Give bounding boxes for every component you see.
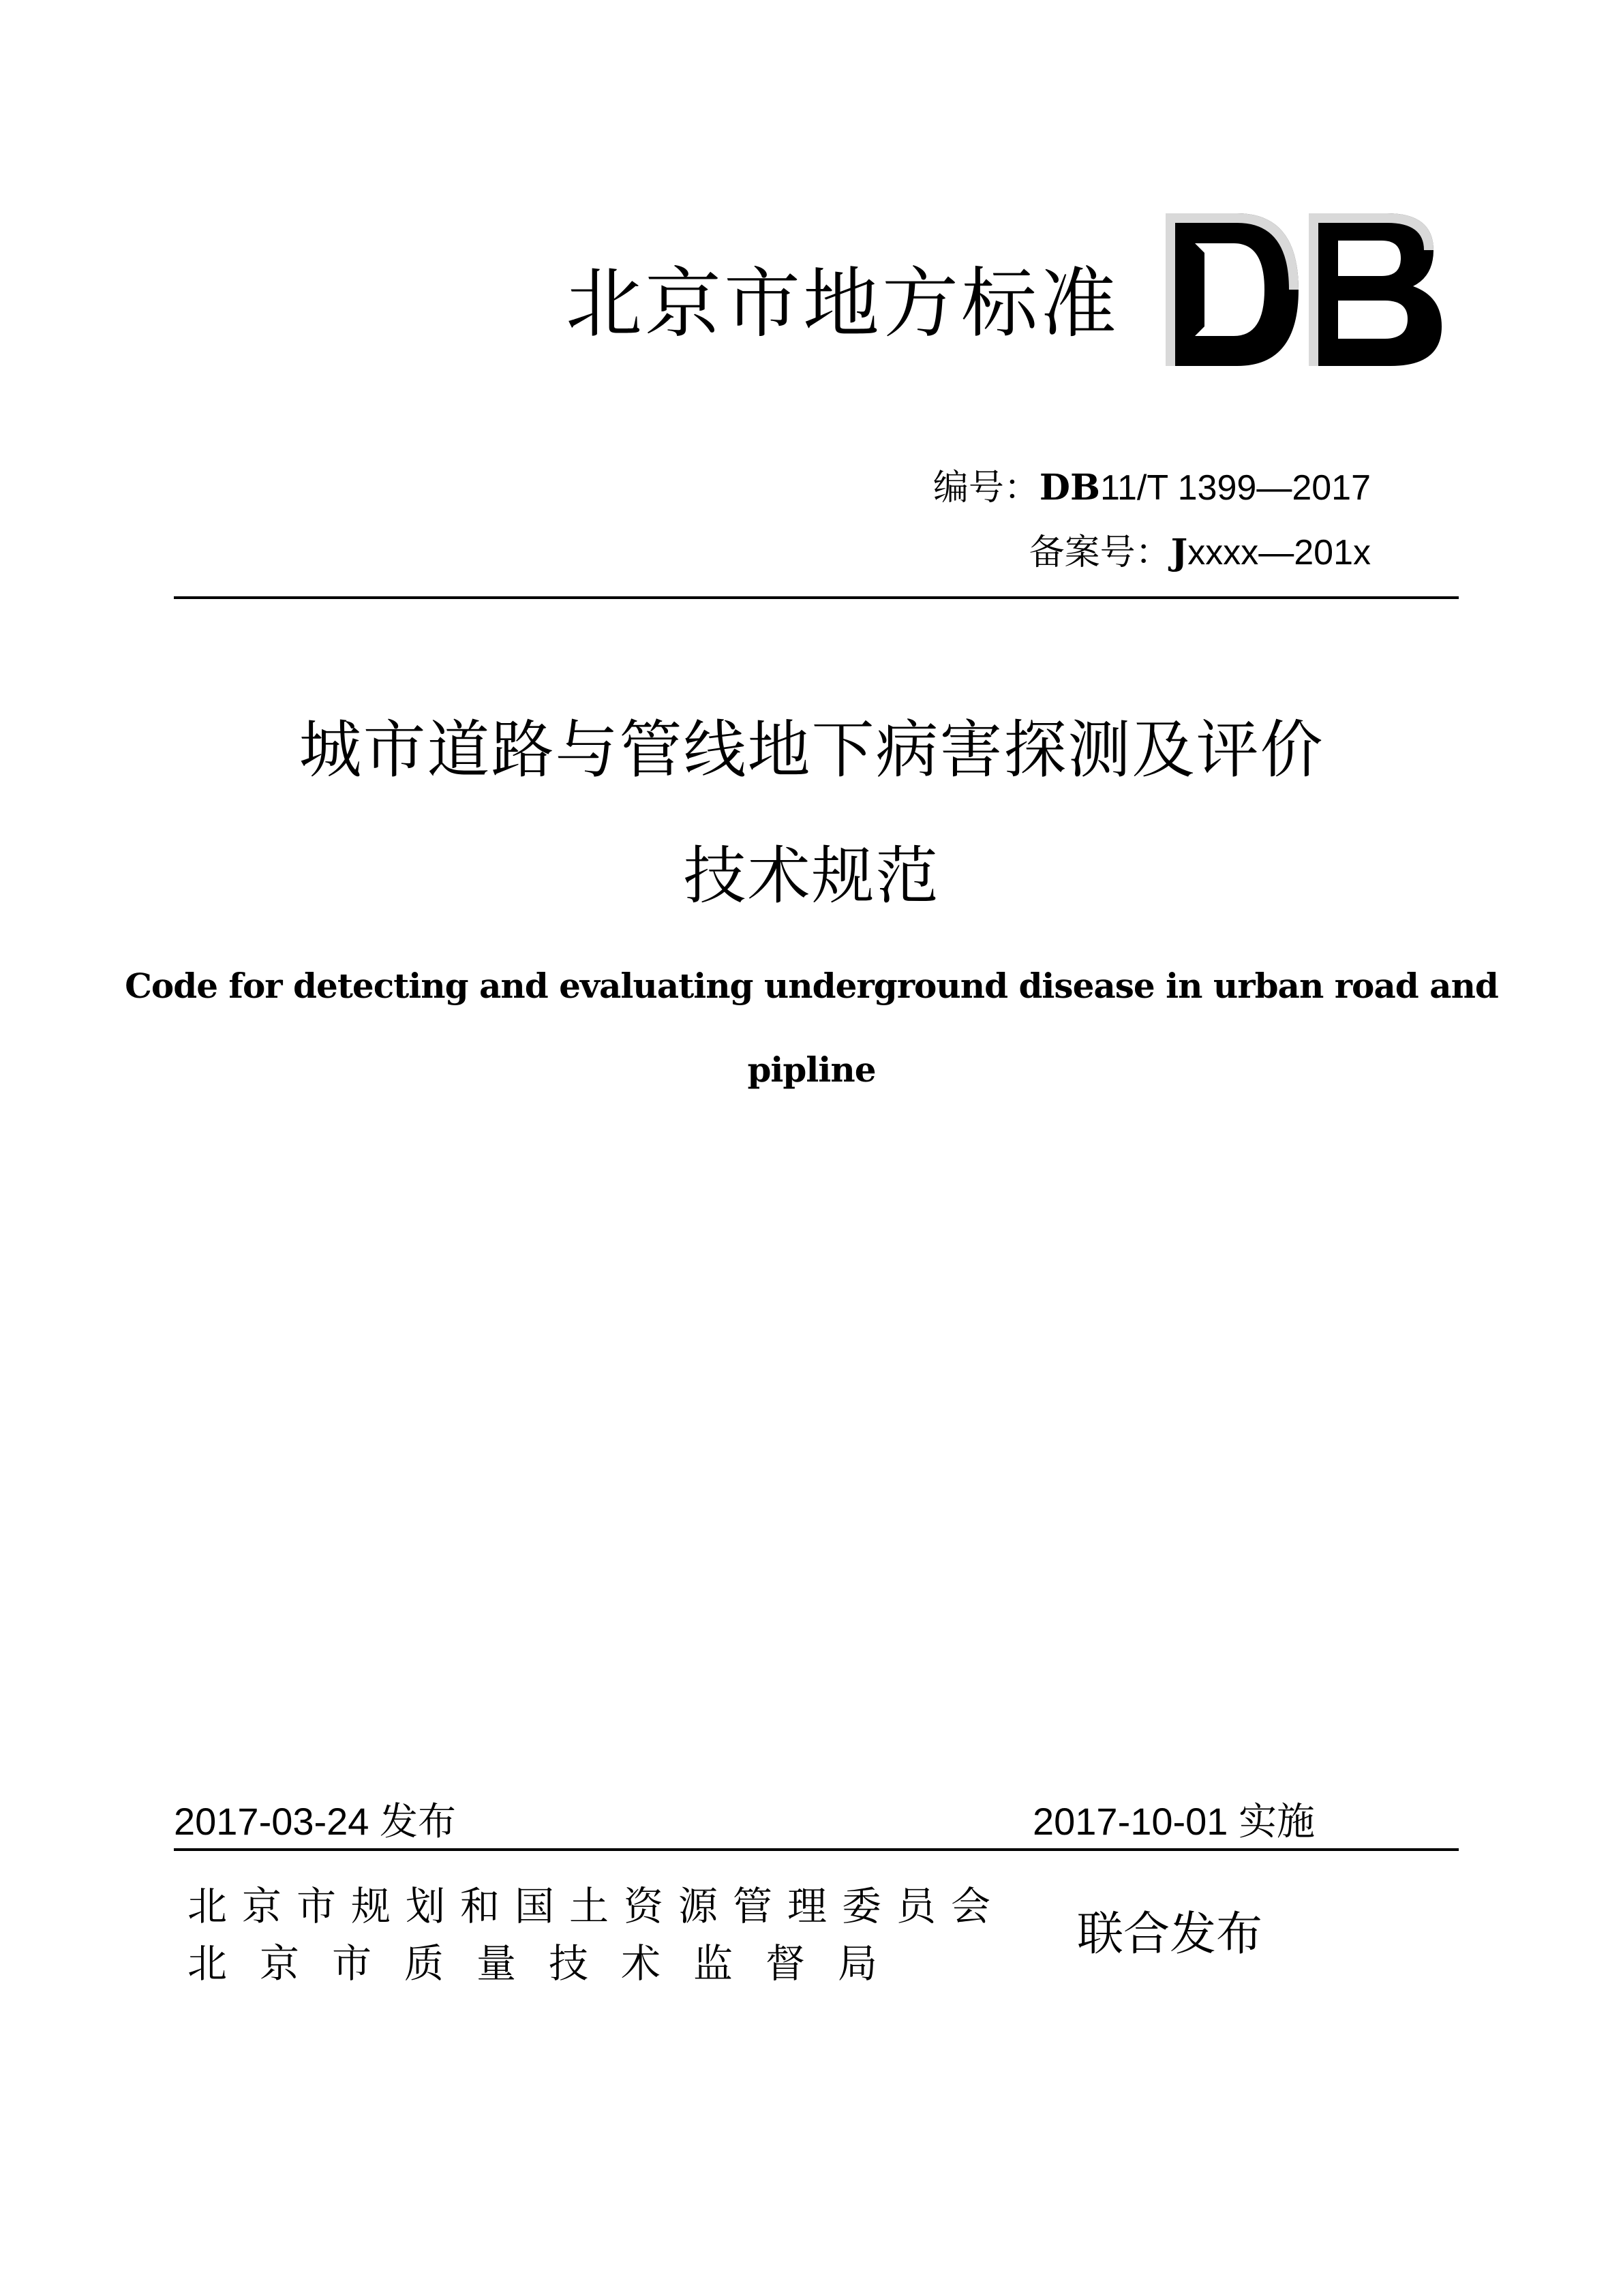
issuer-line-2: 北京市质量技术监督局 <box>187 1940 911 1987</box>
effective-date: 2017-10-01 实施 <box>1033 1800 1316 1843</box>
db-logo-letter-b <box>1309 213 1442 366</box>
standard-type-heading: 北京市地方标准 <box>566 260 1119 348</box>
issuer-line-1: 北京市规划和国土资源管理委员会 <box>187 1883 1006 1929</box>
record-number-prefix: J <box>1170 532 1188 573</box>
top-divider <box>174 596 1459 599</box>
title-english-line-2: pipline <box>747 1050 876 1090</box>
title-english-line-1: Code for detecting and evaluating underground disease in urban road and <box>125 966 1498 1006</box>
standard-number <box>932 467 1371 508</box>
standard-number-label: 编号： <box>932 468 1040 508</box>
release-date: 2017-03-24 发布 <box>174 1800 457 1843</box>
title-chinese-line-1: 城市道路与管线地下病害探测及评价 <box>299 714 1324 786</box>
record-number <box>1029 532 1371 573</box>
record-number-label: 备案号： <box>1029 532 1171 573</box>
joint-release-label: 联合发布 <box>1077 1908 1263 1961</box>
title-chinese-line-2: 技术规范 <box>683 840 940 913</box>
record-number-value: xxxx—201x <box>1187 533 1371 572</box>
bottom-divider <box>174 1848 1459 1851</box>
db-logo <box>1162 208 1445 371</box>
db-logo-letter-d <box>1166 213 1299 366</box>
standard-number-value: 11/T 1399—2017 <box>1099 468 1371 508</box>
standard-number-prefix: DB <box>1039 467 1100 508</box>
